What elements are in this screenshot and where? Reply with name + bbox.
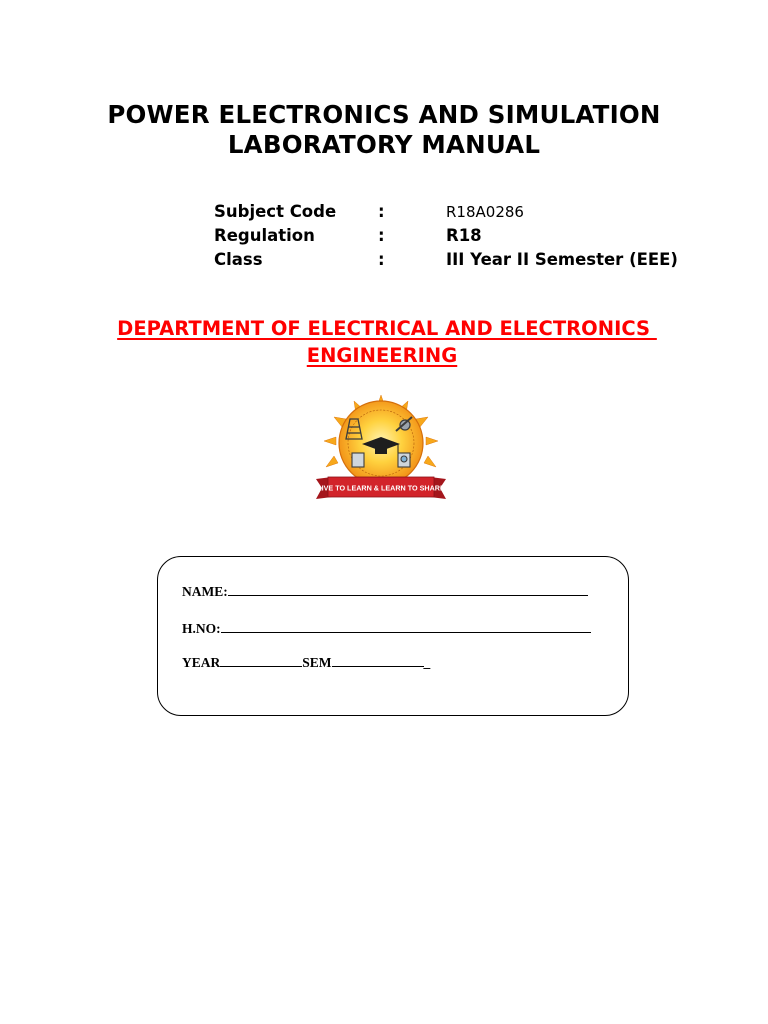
- student-details-box: [157, 556, 629, 716]
- manual-title-line-2: LABORATORY MANUAL: [227, 130, 541, 159]
- info-label: Class: [214, 250, 263, 269]
- info-colon: :: [378, 202, 385, 221]
- year-blank-line[interactable]: [220, 655, 302, 667]
- college-emblem-icon: [312, 393, 450, 509]
- info-value: R18A0286: [446, 203, 524, 221]
- hno-label: H.NO:: [182, 621, 221, 636]
- year-sem-field[interactable]: [182, 655, 430, 671]
- motto-text: LIVE TO LEARN & LEARN TO SHARE: [317, 483, 445, 493]
- info-value: III Year II Semester (EEE): [446, 250, 678, 269]
- info-colon: :: [378, 226, 385, 245]
- year-label: YEAR: [182, 655, 221, 670]
- hno-blank-line[interactable]: [221, 621, 591, 633]
- sem-blank-line[interactable]: [332, 655, 424, 667]
- department-heading-line-2: ENGINEERING: [306, 344, 458, 367]
- department-heading-line-1: DEPARTMENT OF ELECTRICAL AND ELECTRONICS: [117, 317, 657, 340]
- info-value: R18: [446, 226, 482, 245]
- hno-field[interactable]: [182, 621, 591, 637]
- name-label: NAME:: [182, 584, 228, 599]
- info-label: Regulation: [214, 226, 315, 245]
- name-blank-line[interactable]: [228, 584, 588, 596]
- sem-trailing-mark: _: [423, 655, 431, 670]
- sem-label: SEM: [302, 655, 332, 670]
- name-field[interactable]: [182, 584, 588, 600]
- info-label: Subject Code: [214, 202, 337, 221]
- info-colon: :: [378, 250, 385, 269]
- motto-ribbon: [316, 477, 446, 499]
- manual-title-line-1: POWER ELECTRONICS AND SIMULATION: [107, 100, 661, 129]
